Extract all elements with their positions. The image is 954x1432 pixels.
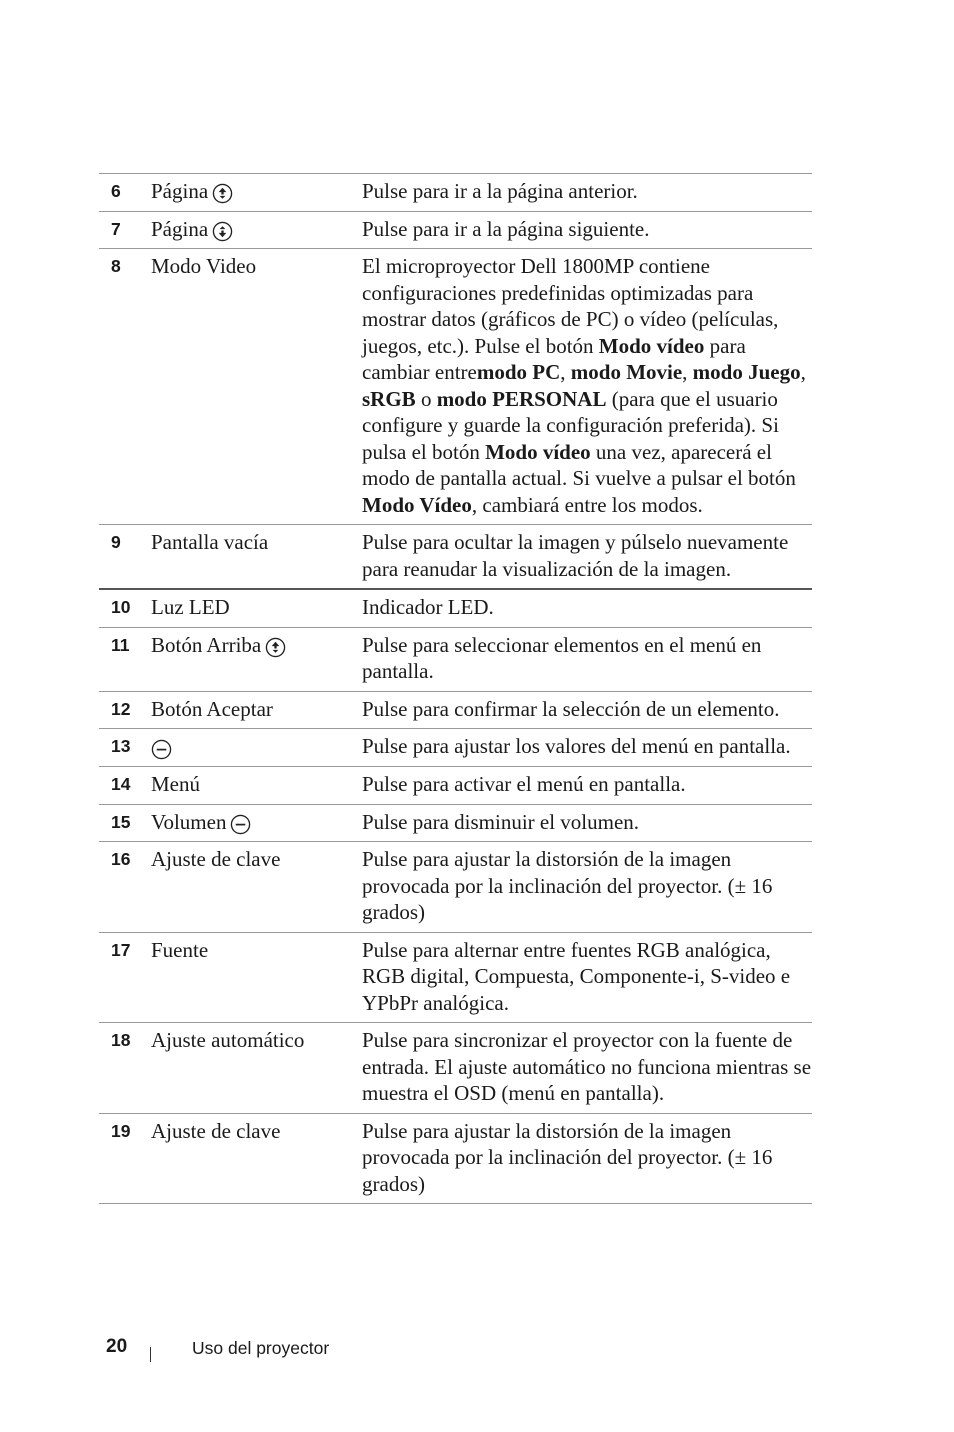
row-description: Pulse para ocultar la imagen y púlselo nuevamente para reanudar la visualización de la imagen. (362, 530, 789, 581)
page-number: 20 (106, 1336, 128, 1357)
row-number: 12 (111, 698, 131, 719)
desc-bold-text: sRGB (362, 386, 416, 411)
desc-bold-text: modo PC (476, 360, 561, 384)
row-number: 19 (111, 1120, 131, 1141)
table-row (99, 249, 812, 525)
row-description: Pulse para ir a la página anterior. (362, 179, 638, 203)
desc-text: , (560, 360, 571, 384)
row-description (362, 249, 812, 525)
desc-text: , cambiará entre los modos. (471, 492, 703, 517)
up-button-icon (265, 637, 286, 658)
table-row (99, 932, 812, 1023)
row-description: Pulse para activar el menú en pantalla. (362, 772, 686, 796)
row-function-name: Fuente (151, 937, 209, 962)
row-description: Pulse para alternar entre fuentes RGB analógica, RGB digital, Compuesta, Componente-i, S-video e YPbPr analógica. (362, 937, 791, 1015)
desc-bold-text: Modo vídeo (598, 333, 705, 358)
desc-text: para cambiar entre (362, 333, 746, 384)
row-number: 11 (111, 634, 130, 655)
row-description: Pulse para disminuir el volumen. (362, 809, 640, 834)
function-label: Página (151, 216, 209, 241)
row-number: 8 (111, 256, 121, 276)
table-row (99, 525, 812, 590)
row-function-name: Ajuste automático (151, 1028, 305, 1052)
row-number: 18 (111, 1030, 131, 1050)
desc-bold-text: modo Movie (570, 360, 683, 384)
row-description: Pulse para ajustar la distorsión de la imagen provocada por la inclinación del proyector. (± 16 grados) (362, 1118, 773, 1196)
row-number: 9 (111, 532, 121, 552)
row-number: 17 (111, 939, 131, 960)
function-label: Volumen (151, 809, 227, 834)
desc-text: El microproyector Dell 1800MP contiene configuraciones predefinidas optimizadas para mostrar datos (gráficos de PC) o vídeo (películas, juegos, etc.). Pulse el botón (362, 254, 779, 358)
section-title: Uso del proyector (192, 1338, 330, 1358)
row-description: Pulse para ajustar los valores del menú en pantalla. (362, 734, 791, 758)
table-row (99, 589, 812, 627)
desc-text: , (800, 360, 806, 384)
table-row (99, 767, 812, 805)
function-label: Página (151, 179, 209, 203)
row-description: Pulse para ajustar la distorsión de la imagen provocada por la inclinación del proyector. (± 16 grados) (362, 847, 773, 924)
table-row (99, 729, 812, 767)
row-number: 7 (111, 218, 121, 239)
desc-text: o (415, 386, 437, 411)
desc-bold-text: Modo Vídeo (362, 492, 472, 517)
row-description: Pulse para ir a la página siguiente. (362, 216, 650, 241)
table-row (99, 804, 812, 842)
table-row (99, 627, 812, 691)
desc-text: (para que el usuario configure y guarde la configuración preferida). Si pulsa el botón (362, 386, 779, 464)
row-function-name (151, 211, 362, 249)
row-function-name (151, 804, 362, 842)
row-function-name: Ajuste de clave (151, 847, 281, 871)
row-function-name: Modo Video (151, 254, 257, 278)
row-description: Indicador LED. (362, 595, 494, 619)
row-function-name: Luz LED (151, 595, 230, 619)
row-function-name: Pantalla vacía (151, 530, 269, 554)
volume-minus-icon (230, 814, 251, 835)
desc-text: una vez, aparecerá el modo de pantalla actual. Si vuelve a pulsar el botón (362, 439, 796, 490)
row-number: 16 (111, 849, 131, 869)
row-function-name: Botón Aceptar (151, 696, 273, 721)
page-down-icon (212, 221, 233, 242)
row-function-name: Ajuste de clave (151, 1118, 281, 1143)
footer-divider (150, 1347, 151, 1362)
desc-bold-text: Modo vídeo (485, 439, 591, 464)
row-description: Pulse para seleccionar elementos en el menú en pantalla. (362, 632, 762, 683)
row-number: 14 (111, 774, 131, 794)
page-up-icon (212, 183, 233, 204)
function-table (99, 173, 812, 1204)
row-function-name: Menú (151, 772, 200, 796)
row-number: 13 (111, 736, 131, 756)
row-number: 6 (111, 181, 121, 201)
row-description: Pulse para confirmar la selección de un elemento. (362, 696, 780, 721)
table-row (99, 1113, 812, 1204)
table-row (99, 174, 812, 212)
row-number: 10 (111, 597, 131, 617)
minus-icon (151, 739, 172, 760)
row-function-name (151, 174, 362, 212)
table-row (99, 1023, 812, 1114)
row-description: Pulse para sincronizar el proyector con la fuente de entrada. El ajuste automático no funciona mientras se muestra el OSD (menú en pantalla). (362, 1028, 812, 1105)
desc-bold-text: modo Juego (692, 360, 801, 384)
function-label: Botón Arriba (151, 632, 262, 657)
table-row (99, 842, 812, 933)
table-row (99, 211, 812, 249)
table-row (99, 691, 812, 729)
row-number: 15 (111, 811, 131, 832)
row-function-name (151, 729, 362, 767)
desc-text: , (682, 360, 693, 384)
desc-bold-text: modo PERSONAL (436, 386, 607, 411)
row-function-name (151, 627, 362, 691)
